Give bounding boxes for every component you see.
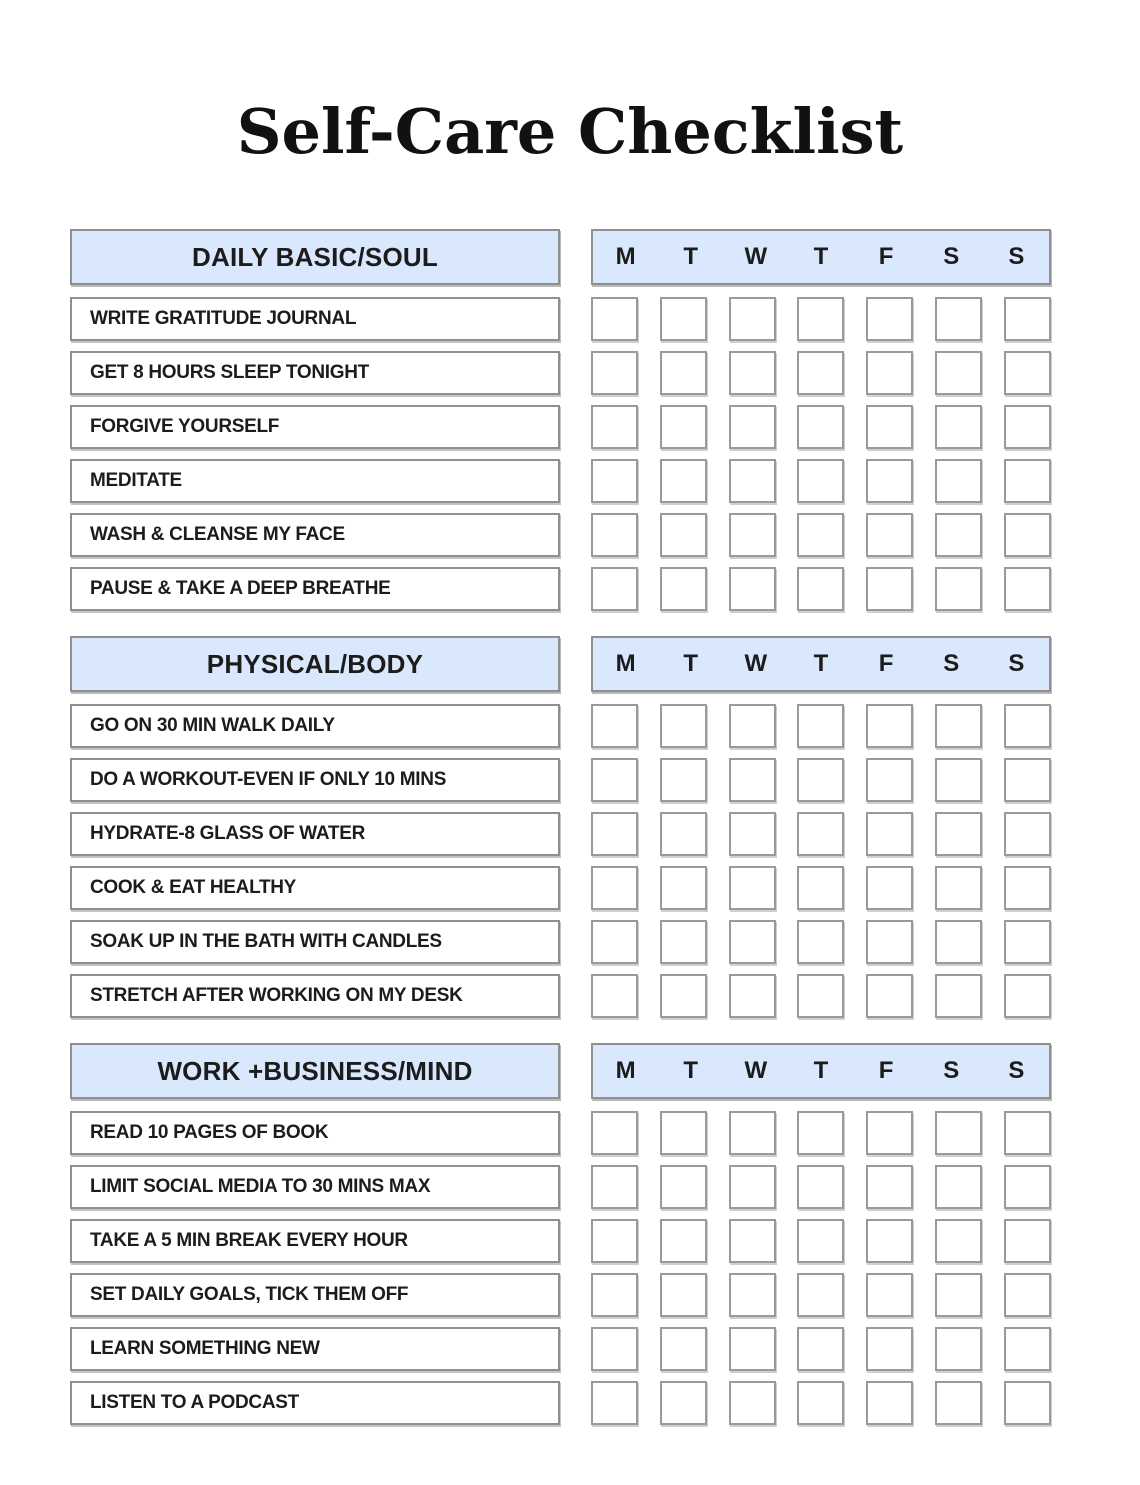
task-label: STRETCH AFTER WORKING ON MY DESK <box>70 974 560 1018</box>
task-label: GET 8 HOURS SLEEP TONIGHT <box>70 351 560 395</box>
checklist-row <box>70 1160 1051 1214</box>
checklist-row <box>70 861 1051 915</box>
day-checkbox-group <box>591 1381 1051 1425</box>
task-label: HYDRATE-8 GLASS OF WATER <box>70 812 560 856</box>
day-checkbox-group <box>591 758 1051 802</box>
day-checkbox[interactable] <box>660 920 707 964</box>
day-checkbox[interactable] <box>797 758 844 802</box>
day-checkbox[interactable] <box>1004 1165 1051 1209</box>
task-label: READ 10 PAGES OF BOOK <box>70 1111 560 1155</box>
day-label: T <box>813 243 829 270</box>
day-checkbox[interactable] <box>797 351 844 395</box>
day-checkbox[interactable] <box>935 1381 982 1425</box>
day-checkbox-group <box>591 513 1051 557</box>
day-checkbox[interactable] <box>660 567 707 611</box>
day-checkbox[interactable] <box>591 297 638 341</box>
day-checkbox[interactable] <box>866 974 913 1018</box>
day-checkbox[interactable] <box>797 459 844 503</box>
day-checkbox[interactable] <box>866 513 913 557</box>
day-label: S <box>943 243 960 270</box>
day-checkbox[interactable] <box>591 513 638 557</box>
day-label: S <box>1008 650 1025 677</box>
day-checkbox[interactable] <box>797 704 844 748</box>
day-checkbox[interactable] <box>591 704 638 748</box>
day-checkbox[interactable] <box>935 567 982 611</box>
day-checkbox[interactable] <box>1004 758 1051 802</box>
day-checkbox[interactable] <box>729 1381 776 1425</box>
day-checkbox[interactable] <box>660 1273 707 1317</box>
task-label: LISTEN TO A PODCAST <box>70 1381 560 1425</box>
checklist-section <box>70 229 1051 616</box>
day-checkbox[interactable] <box>729 459 776 503</box>
day-checkbox[interactable] <box>935 405 982 449</box>
day-checkbox-group <box>591 1165 1051 1209</box>
day-checkbox[interactable] <box>591 1219 638 1263</box>
task-label: DO A WORKOUT-EVEN IF ONLY 10 MINS <box>70 758 560 802</box>
checklist-row <box>70 1268 1051 1322</box>
day-checkbox[interactable] <box>660 1327 707 1371</box>
checklist-row <box>70 753 1051 807</box>
day-checkbox[interactable] <box>729 567 776 611</box>
day-checkbox[interactable] <box>866 351 913 395</box>
checklist-section <box>70 1043 1051 1430</box>
day-checkbox[interactable] <box>797 297 844 341</box>
day-label: S <box>943 1057 960 1084</box>
day-checkbox[interactable] <box>591 1327 638 1371</box>
day-checkbox[interactable] <box>591 920 638 964</box>
day-checkbox[interactable] <box>1004 351 1051 395</box>
day-checkbox[interactable] <box>660 297 707 341</box>
day-checkbox[interactable] <box>797 567 844 611</box>
day-checkbox[interactable] <box>797 1327 844 1371</box>
day-checkbox[interactable] <box>935 758 982 802</box>
day-checkbox[interactable] <box>729 704 776 748</box>
day-label: S <box>943 650 960 677</box>
day-checkbox[interactable] <box>1004 1273 1051 1317</box>
checklist-row <box>70 508 1051 562</box>
day-checkbox[interactable] <box>660 866 707 910</box>
day-checkbox-group <box>591 297 1051 341</box>
section-heading: PHYSICAL/BODY <box>70 636 560 692</box>
task-label: SOAK UP IN THE BATH WITH CANDLES <box>70 920 560 964</box>
day-checkbox[interactable] <box>866 812 913 856</box>
task-label: MEDITATE <box>70 459 560 503</box>
day-label: F <box>878 650 894 677</box>
day-checkbox[interactable] <box>729 297 776 341</box>
day-label: T <box>683 243 699 270</box>
day-checkbox[interactable] <box>797 866 844 910</box>
day-label: F <box>878 243 894 270</box>
day-checkbox[interactable] <box>660 1165 707 1209</box>
day-checkbox[interactable] <box>866 920 913 964</box>
day-checkbox[interactable] <box>591 405 638 449</box>
day-checkbox[interactable] <box>866 459 913 503</box>
day-checkbox[interactable] <box>591 1165 638 1209</box>
day-checkbox[interactable] <box>591 758 638 802</box>
day-checkbox[interactable] <box>729 758 776 802</box>
day-checkbox[interactable] <box>866 866 913 910</box>
day-label: W <box>744 1057 768 1084</box>
day-label: T <box>813 650 829 677</box>
day-checkbox[interactable] <box>1004 812 1051 856</box>
day-checkbox[interactable] <box>591 812 638 856</box>
checklist-row <box>70 454 1051 508</box>
checklist-row <box>70 400 1051 454</box>
day-checkbox[interactable] <box>935 920 982 964</box>
day-checkbox[interactable] <box>1004 405 1051 449</box>
day-checkbox[interactable] <box>935 704 982 748</box>
day-checkbox[interactable] <box>866 297 913 341</box>
day-checkbox[interactable] <box>935 1219 982 1263</box>
day-checkbox[interactable] <box>866 1111 913 1155</box>
day-checkbox[interactable] <box>591 1381 638 1425</box>
day-checkbox[interactable] <box>729 1219 776 1263</box>
day-checkbox[interactable] <box>660 704 707 748</box>
task-label: COOK & EAT HEALTHY <box>70 866 560 910</box>
day-checkbox[interactable] <box>935 513 982 557</box>
day-checkbox[interactable] <box>1004 920 1051 964</box>
day-checkbox[interactable] <box>935 1165 982 1209</box>
day-checkbox[interactable] <box>729 351 776 395</box>
day-checkbox[interactable] <box>797 1273 844 1317</box>
section-heading: WORK +BUSINESS/MIND <box>70 1043 560 1099</box>
day-checkbox[interactable] <box>866 1327 913 1371</box>
day-checkbox[interactable] <box>660 1381 707 1425</box>
day-label: W <box>744 243 768 270</box>
day-checkbox[interactable] <box>797 1165 844 1209</box>
day-checkbox[interactable] <box>591 459 638 503</box>
day-checkbox[interactable] <box>660 758 707 802</box>
day-checkbox[interactable] <box>935 812 982 856</box>
day-checkbox[interactable] <box>729 513 776 557</box>
day-checkbox[interactable] <box>729 812 776 856</box>
day-checkbox[interactable] <box>1004 459 1051 503</box>
day-checkbox-group <box>591 974 1051 1018</box>
day-checkbox-group <box>591 459 1051 503</box>
section-header-row <box>70 229 1051 285</box>
day-checkbox[interactable] <box>797 513 844 557</box>
day-label: W <box>744 650 768 677</box>
day-checkbox[interactable] <box>866 758 913 802</box>
day-checkbox[interactable] <box>866 1165 913 1209</box>
checklist-row <box>70 699 1051 753</box>
day-checkbox-group <box>591 567 1051 611</box>
day-checkbox[interactable] <box>1004 297 1051 341</box>
day-checkbox-group <box>591 1273 1051 1317</box>
checklist-sections <box>70 229 1051 1450</box>
day-label: S <box>1008 1057 1025 1084</box>
day-checkbox[interactable] <box>866 1219 913 1263</box>
checklist-row <box>70 562 1051 616</box>
day-checkbox[interactable] <box>797 920 844 964</box>
day-checkbox[interactable] <box>935 974 982 1018</box>
day-checkbox[interactable] <box>1004 513 1051 557</box>
day-checkbox[interactable] <box>729 405 776 449</box>
task-label: WASH & CLEANSE MY FACE <box>70 513 560 557</box>
task-label: LEARN SOMETHING NEW <box>70 1327 560 1371</box>
day-checkbox[interactable] <box>729 1327 776 1371</box>
day-checkbox[interactable] <box>1004 1111 1051 1155</box>
day-checkbox[interactable] <box>1004 1219 1051 1263</box>
task-label: WRITE GRATITUDE JOURNAL <box>70 297 560 341</box>
day-checkbox[interactable] <box>660 351 707 395</box>
checklist-row <box>70 915 1051 969</box>
task-label: SET DAILY GOALS, TICK THEM OFF <box>70 1273 560 1317</box>
checklist-row <box>70 292 1051 346</box>
day-checkbox[interactable] <box>866 704 913 748</box>
day-checkbox[interactable] <box>591 567 638 611</box>
day-checkbox[interactable] <box>935 351 982 395</box>
day-checkbox[interactable] <box>1004 1327 1051 1371</box>
day-checkbox[interactable] <box>660 974 707 1018</box>
day-checkbox-group <box>591 1327 1051 1371</box>
page-title: Self-Care Checklist <box>236 95 904 168</box>
checklist-row <box>70 807 1051 861</box>
day-checkbox[interactable] <box>729 1273 776 1317</box>
day-checkbox[interactable] <box>591 351 638 395</box>
day-checkbox[interactable] <box>866 1273 913 1317</box>
day-checkbox-group <box>591 812 1051 856</box>
day-checkbox[interactable] <box>660 1111 707 1155</box>
checklist-section <box>70 636 1051 1023</box>
day-label: T <box>813 1057 829 1084</box>
day-label: S <box>1008 243 1025 270</box>
day-checkbox-group <box>591 405 1051 449</box>
day-checkbox[interactable] <box>1004 866 1051 910</box>
day-label: T <box>683 650 699 677</box>
day-checkbox[interactable] <box>935 866 982 910</box>
day-checkbox-group <box>591 351 1051 395</box>
day-checkbox[interactable] <box>935 459 982 503</box>
day-checkbox[interactable] <box>729 920 776 964</box>
day-checkbox[interactable] <box>797 405 844 449</box>
day-checkbox[interactable] <box>729 866 776 910</box>
checklist-row <box>70 1322 1051 1376</box>
day-checkbox[interactable] <box>591 1111 638 1155</box>
day-checkbox[interactable] <box>935 1273 982 1317</box>
day-label: M <box>615 650 636 677</box>
day-checkbox[interactable] <box>866 1381 913 1425</box>
day-checkbox[interactable] <box>660 459 707 503</box>
task-label: LIMIT SOCIAL MEDIA TO 30 MINS MAX <box>70 1165 560 1209</box>
day-checkbox[interactable] <box>797 1219 844 1263</box>
task-label: TAKE A 5 MIN BREAK EVERY HOUR <box>70 1219 560 1263</box>
day-checkbox-group <box>591 1219 1051 1263</box>
checklist-row <box>70 1106 1051 1160</box>
day-header <box>591 1043 1051 1099</box>
day-checkbox[interactable] <box>591 866 638 910</box>
day-checkbox[interactable] <box>591 1273 638 1317</box>
checklist-row <box>70 969 1051 1023</box>
day-checkbox[interactable] <box>660 812 707 856</box>
day-checkbox-group <box>591 1111 1051 1155</box>
task-label: PAUSE & TAKE A DEEP BREATHE <box>70 567 560 611</box>
task-label: GO ON 30 MIN WALK DAILY <box>70 704 560 748</box>
section-heading: DAILY BASIC/SOUL <box>70 229 560 285</box>
day-checkbox[interactable] <box>797 812 844 856</box>
day-checkbox[interactable] <box>1004 567 1051 611</box>
day-checkbox[interactable] <box>729 974 776 1018</box>
checklist-row <box>70 1214 1051 1268</box>
checklist-row <box>70 346 1051 400</box>
day-checkbox[interactable] <box>866 405 913 449</box>
day-checkbox[interactable] <box>729 1165 776 1209</box>
section-header-row <box>70 1043 1051 1099</box>
day-label: T <box>683 1057 699 1084</box>
day-checkbox[interactable] <box>660 1219 707 1263</box>
day-checkbox-group <box>591 866 1051 910</box>
day-checkbox[interactable] <box>591 974 638 1018</box>
day-label: F <box>878 1057 894 1084</box>
day-checkbox[interactable] <box>660 513 707 557</box>
task-label: FORGIVE YOURSELF <box>70 405 560 449</box>
day-checkbox[interactable] <box>935 297 982 341</box>
day-checkbox[interactable] <box>729 1111 776 1155</box>
day-checkbox[interactable] <box>866 567 913 611</box>
day-label: M <box>615 243 636 270</box>
day-checkbox[interactable] <box>797 1381 844 1425</box>
day-header <box>591 229 1051 285</box>
day-label: M <box>615 1057 636 1084</box>
day-checkbox[interactable] <box>935 1327 982 1371</box>
day-checkbox-group <box>591 704 1051 748</box>
day-checkbox[interactable] <box>1004 974 1051 1018</box>
day-checkbox-group <box>591 920 1051 964</box>
day-checkbox[interactable] <box>797 974 844 1018</box>
day-header <box>591 636 1051 692</box>
day-checkbox[interactable] <box>935 1111 982 1155</box>
checklist-row <box>70 1376 1051 1430</box>
day-checkbox[interactable] <box>797 1111 844 1155</box>
day-checkbox[interactable] <box>660 405 707 449</box>
day-checkbox[interactable] <box>1004 1381 1051 1425</box>
day-checkbox[interactable] <box>1004 704 1051 748</box>
section-header-row <box>70 636 1051 692</box>
